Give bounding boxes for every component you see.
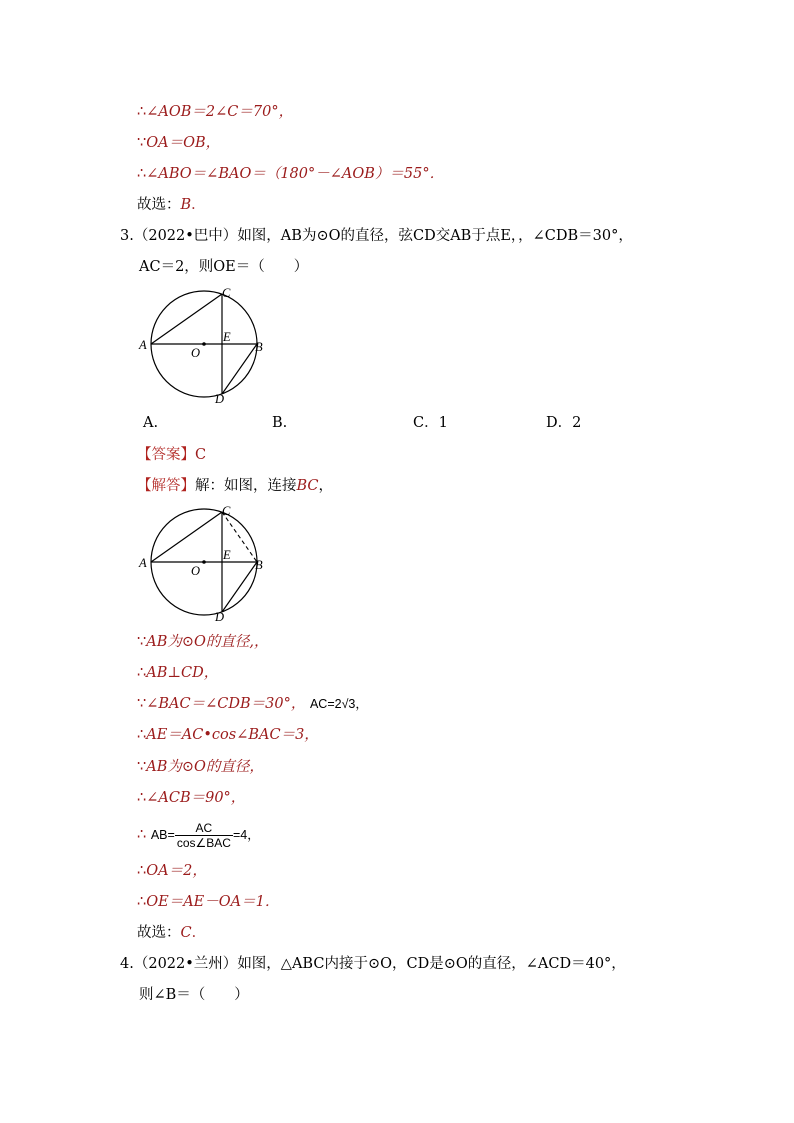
- prev-choice: 故选：B．: [137, 197, 206, 213]
- q3-figure-circle: [134, 283, 274, 408]
- solution-step-9: ∴OE＝AE－OA＝1．: [137, 894, 280, 910]
- label-b: B: [255, 558, 263, 572]
- label-a: A: [139, 556, 147, 570]
- solution-step-1: ∵AB为⊙O的直径,，: [137, 634, 269, 650]
- solution-intro: 【解答】解：如图，连接BC，: [137, 478, 334, 494]
- solution-step-7: ∴ AB= $\frac{AC}{\text{cos∠BAC}}$ =4，: [137, 820, 260, 850]
- option-d: D．2: [546, 415, 582, 431]
- answer-tag: 【答案】: [137, 447, 195, 463]
- option-b: B.: [272, 415, 288, 431]
- solution-tag: 【解答】: [137, 478, 195, 494]
- solution-step-2: ∴AB⊥CD，: [137, 665, 219, 681]
- label-d: D: [215, 392, 225, 406]
- solution-figure-circle: [134, 501, 274, 626]
- q4-stem-line1: 4.（2022•兰州）如图，△ABC内接于⊙O，CD是⊙O的直径，∠ACD＝40°，: [120, 956, 626, 972]
- label-b: B: [255, 340, 263, 354]
- prev-step-1: ∴∠AOB＝2∠C＝70°，: [137, 104, 294, 120]
- ac-value-formula: AC=2√3，: [309, 697, 368, 711]
- label-c: C: [222, 504, 231, 518]
- segment-ac: [151, 294, 222, 344]
- option-c: C．1: [413, 415, 448, 431]
- center-point: [202, 560, 206, 564]
- solution-step-6: ∴∠ACB＝90°，: [137, 790, 246, 806]
- label-e: E: [223, 548, 231, 562]
- label-o: O: [191, 564, 201, 578]
- solution-step-8: ∴OA＝2，: [137, 863, 207, 879]
- answer-value: C: [195, 447, 207, 463]
- label-d: D: [215, 610, 225, 624]
- prev-step-2: ∵OA＝OB，: [137, 135, 221, 151]
- label-o: O: [191, 346, 201, 360]
- answer-line: [137, 445, 206, 465]
- label-e: E: [223, 330, 231, 344]
- q3-stem-line1: 3.（2022•巴中）如图，AB为⊙O的直径，弦CD交AB于点E，，∠CDB＝30°，: [120, 228, 633, 244]
- solution-choice: 故选：C．: [137, 925, 207, 941]
- option-a: A.: [143, 415, 159, 431]
- solution-step-4: ∴AE＝AC•cos∠BAC＝3，: [137, 727, 319, 743]
- q3-stem-line2: AC＝2，则OE＝（ ）: [139, 259, 309, 275]
- label-a: A: [139, 338, 147, 352]
- segment-bd: [222, 344, 257, 394]
- label-c: C: [222, 286, 231, 300]
- fraction-ab: $\frac{AC}{\text{cos∠BAC}}$: [176, 820, 231, 850]
- prev-step-3: ∴∠ABO＝∠BAO＝（180°－∠AOB）＝55°．: [137, 166, 445, 182]
- center-point: [202, 342, 206, 346]
- q4-stem-line2: 则∠B＝（ ）: [139, 987, 249, 1003]
- solution-step-3: ∵∠BAC＝∠CDB＝30°， AC=2√3，: [137, 696, 368, 712]
- segment-bd: [222, 562, 257, 612]
- segment-ac: [151, 512, 222, 562]
- solution-step-5: ∵AB为⊙O的直径，: [137, 759, 264, 775]
